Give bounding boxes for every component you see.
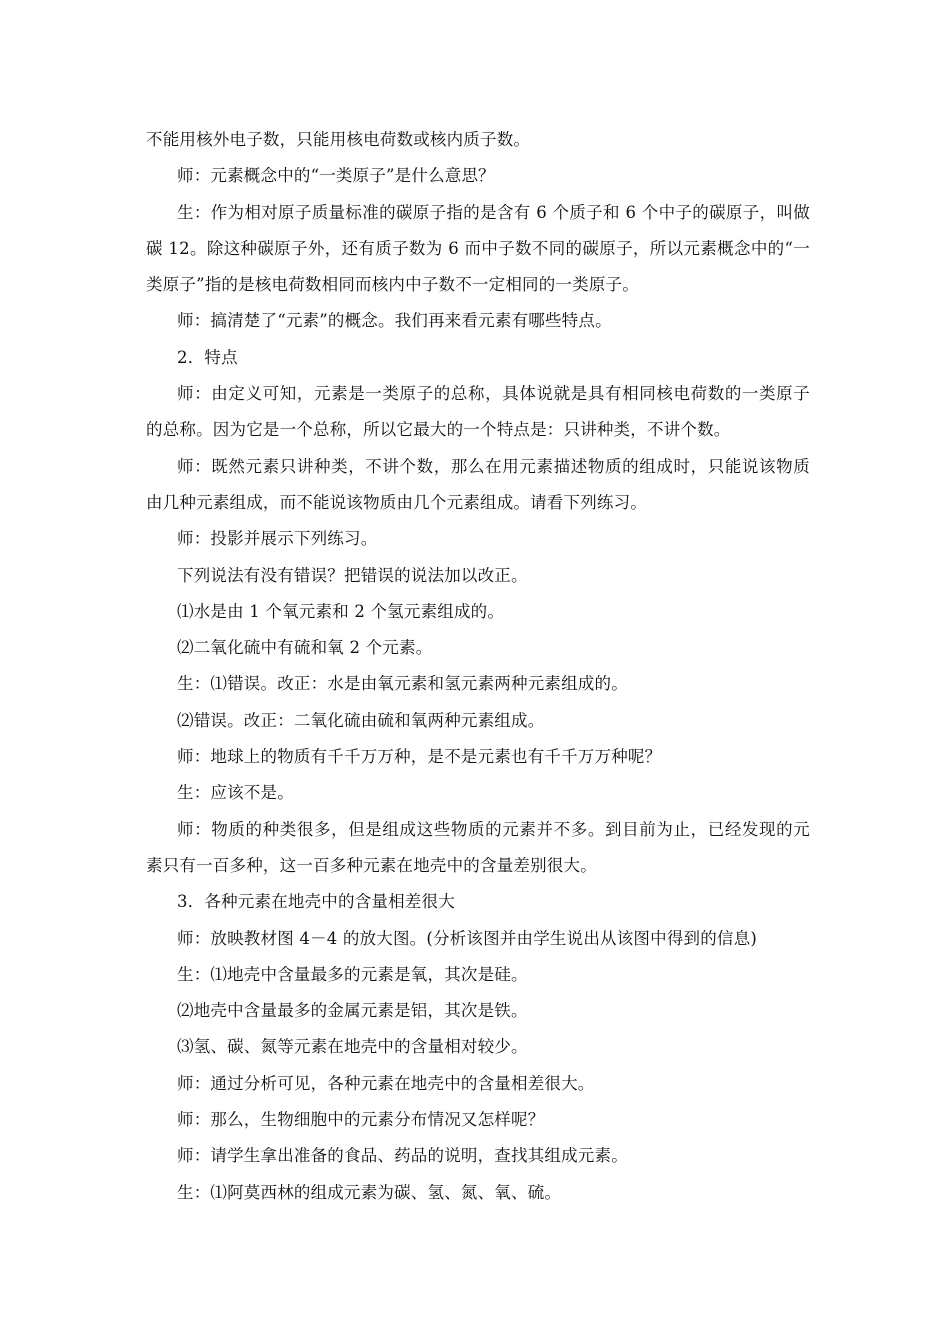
text-line: 师：那么，生物细胞中的元素分布情况又怎样呢？ xyxy=(177,1110,545,1130)
text-line: 师：请学生拿出准备的食品、药品的说明，查找其组成元素。 xyxy=(177,1146,628,1166)
text-line: 生：⑴地壳中含量最多的元素是氧，其次是硅。 xyxy=(177,964,528,984)
document-body xyxy=(146,122,810,1211)
text-line: 师：放映教材图 4－4 的放大图。(分析该图并由学生说出从该图中得到的信息) xyxy=(177,928,757,948)
text-line: 生：⑴阿莫西林的组成元素为碳、氢、氮、氧、硫。 xyxy=(177,1182,562,1202)
text-line: 生：作为相对原子质量标准的碳原子指的是含有 6 个质子和 6 个中子的碳原子，叫做 xyxy=(177,202,810,222)
text-line: 师：既然元素只讲种类，不讲个数，那么在用元素描述物质的组成时，只能说该物质 xyxy=(177,456,810,476)
text-line: 师：投影并展示下列练习。 xyxy=(177,529,378,549)
text-line: ⑵二氧化硫中有硫和氧 2 个元素。 xyxy=(177,638,433,658)
text-line: 2．特点 xyxy=(177,347,238,367)
text-line: ⑶氢、碳、氮等元素在地壳中的含量相对较少。 xyxy=(177,1037,528,1057)
text-line: 生：⑴错误。改正：水是由氧元素和氢元素两种元素组成的。 xyxy=(177,674,628,694)
text-line: 师：由定义可知，元素是一类原子的总称，具体说就是具有相同核电荷数的一类原子 xyxy=(177,384,810,404)
text-line: 师：元素概念中的“一类原子”是什么意思？ xyxy=(177,166,495,186)
text-line: 师：地球上的物质有千千万万种，是不是元素也有千千万万种呢？ xyxy=(177,747,662,767)
text-line: 由几种元素组成，而不能说该物质由几个元素组成。请看下列练习。 xyxy=(146,492,647,512)
text-line: 3．各种元素在地壳中的含量相差很大 xyxy=(177,892,455,912)
text-line: ⑵地壳中含量最多的金属元素是铝，其次是铁。 xyxy=(177,1001,528,1021)
text-line: ⑴水是由 1 个氧元素和 2 个氢元素组成的。 xyxy=(177,601,505,621)
text-line: 类原子”指的是核电荷数相同而核内中子数不一定相同的一类原子。 xyxy=(146,275,639,295)
text-line: 碳 12。除这种碳原子外，还有质子数为 6 而中子数不同的碳原子，所以元素概念中的“一 xyxy=(146,238,810,258)
text-line: 师：物质的种类很多，但是组成这些物质的元素并不多。到目前为止，已经发现的元 xyxy=(177,819,810,839)
text-line: ⑵错误。改正：二氧化硫由硫和氧两种元素组成。 xyxy=(177,710,545,730)
text-line: 不能用核外电子数，只能用核电荷数或核内质子数。 xyxy=(146,130,531,149)
text-line: 的总称。因为它是一个总称，所以它最大的一个特点是：只讲种类，不讲个数。 xyxy=(146,420,731,440)
text-line: 下列说法有没有错误？把错误的说法加以改正。 xyxy=(177,565,528,585)
text-line: 师：通过分析可见，各种元素在地壳中的含量相差很大。 xyxy=(177,1073,595,1093)
text-line: 素只有一百多种，这一百多种元素在地壳中的含量差别很大。 xyxy=(146,855,597,875)
text-line: 师：搞清楚了“元素”的概念。我们再来看元素有哪些特点。 xyxy=(177,311,612,331)
text-line: 生：应该不是。 xyxy=(177,783,294,803)
